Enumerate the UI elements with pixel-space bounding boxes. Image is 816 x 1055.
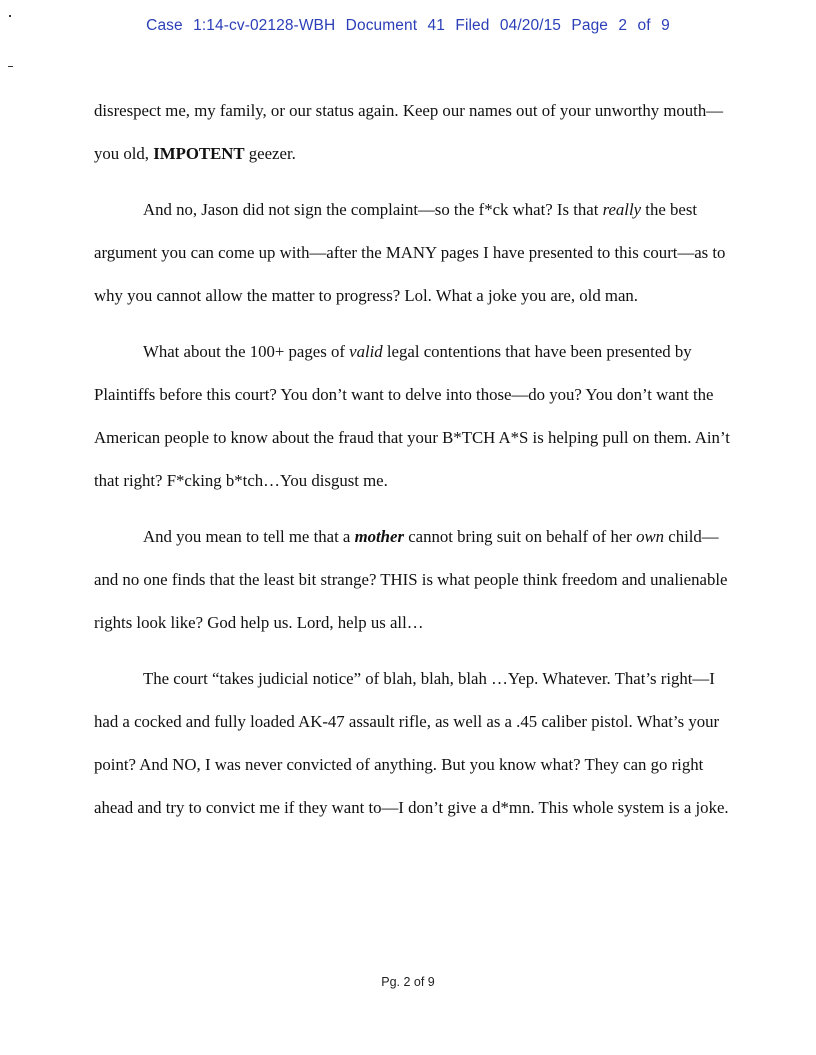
document-body	[94, 89, 734, 842]
paragraph-3	[94, 330, 734, 502]
paragraph-4-italic: own	[636, 527, 665, 546]
paragraph-3-text-c: legal contentions that have been presented by Plaintiffs before this court? You don’t want to delve into those—do you? You don’t want the American people to know about the fraud that your B*TCH A*S is helping pull on them. Ain’t that right? F*cking b*tch…You disgust me.	[94, 342, 730, 490]
paragraph-4-text-c: cannot bring suit on behalf of her	[404, 527, 637, 546]
paragraph-3-italic: valid	[349, 342, 383, 361]
paragraph-4	[94, 515, 734, 644]
paragraph-4-text-a: And you mean to tell me that a	[143, 527, 355, 546]
paragraph-2	[94, 188, 734, 317]
paragraph-3-text-a: What about the 100+ pages of	[143, 342, 350, 361]
paragraph-1-text-a: disrespect me, my family, or our status again. Keep our names out of your unworthy mouth—you old,	[94, 101, 724, 163]
paragraph-2-text-a: And no, Jason did not sign the complaint—so the f*ck what? Is that	[143, 200, 603, 219]
paragraph-2-text-c: the best argument you can come up with—after the MANY pages I have presented to this court—as to why you cannot allow the matter to progress? Lol. What a joke you are, old man.	[94, 200, 726, 305]
paragraph-1	[94, 89, 734, 175]
page-number-footer: Pg. 2 of 9	[381, 975, 435, 989]
paragraph-4-text-e: child—and no one finds that the least bit strange? THIS is what people think freedom and unalienable rights look like? God help us. Lord, help us all…	[94, 527, 728, 632]
scan-speck	[9, 15, 11, 17]
case-header: Case 1:14-cv-02128-WBH Document 41 Filed 04/20/15 Page 2 of 9	[146, 17, 670, 34]
paragraph-1-text-c: geezer.	[244, 144, 296, 163]
paragraph-5	[94, 657, 734, 829]
paragraph-2-italic: really	[602, 200, 642, 219]
paragraph-1-bold: IMPOTENT	[153, 144, 245, 163]
paragraph-4-bold-italic: mother	[354, 527, 404, 546]
paragraph-5-text: The court “takes judicial notice” of blah, blah, blah …Yep. Whatever. That’s right—I had a cocked and fully loaded AK-47 assault rifle, as well as a .45 caliber pistol. What’s your point? And NO, I was never convicted of anything. But you know what? They can go right ahead and try to convict me if they want to—I don’t give a d*mn. This whole system is a joke.	[94, 669, 729, 817]
scan-speck	[8, 66, 13, 67]
